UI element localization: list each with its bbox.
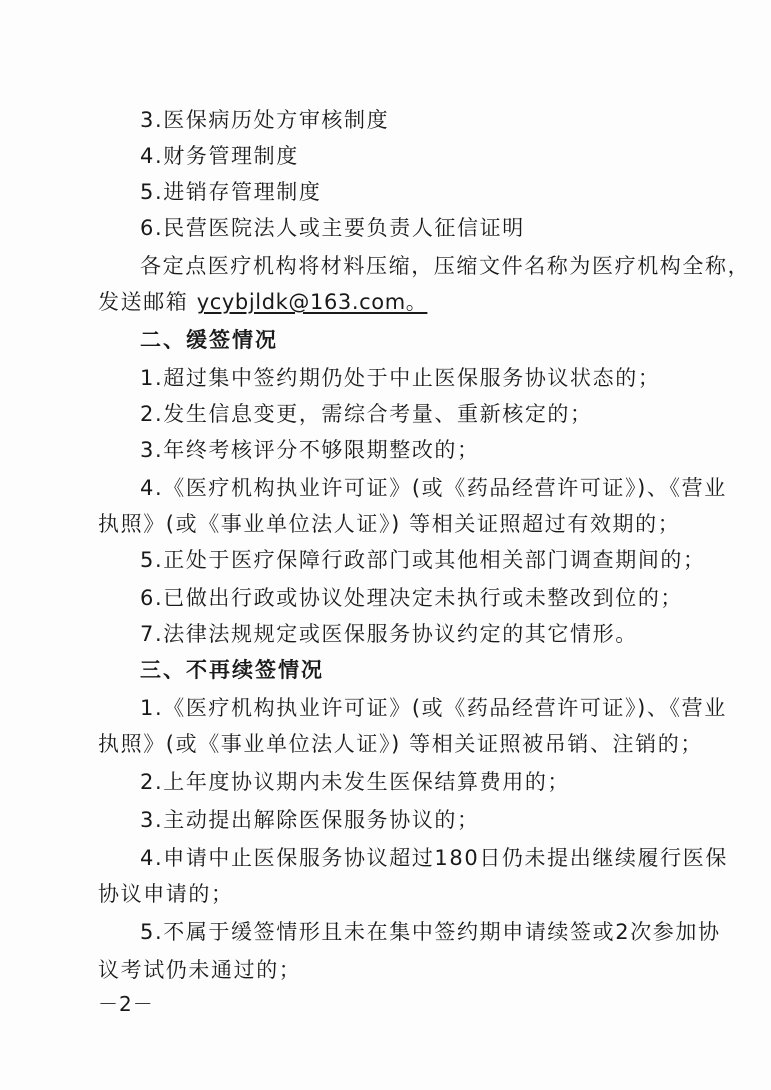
list-item: 6.民营医院法人或主要负责人征信证明 — [140, 216, 525, 240]
list-item: 7.法律法规规定或医保服务协议约定的其它情形。 — [140, 622, 638, 646]
list-item: 1.超过集中签约期仍处于中止医保服务协议状态的； — [140, 366, 661, 390]
section-heading: 二、缓签情况 — [140, 328, 278, 352]
list-item: 4.《医疗机构执业许可证》(或《药品经营许可证》)、《营业 — [140, 476, 727, 500]
list-item-continuation: 执照》(或《事业单位法人证》) 等相关证照被吊销、注销的； — [98, 732, 703, 756]
paragraph-text — [98, 288, 427, 316]
list-item: 3.年终考核评分不够限期整改的； — [140, 438, 480, 462]
list-item: 5.正处于医疗保障行政部门或其他相关部门调查期间的； — [140, 548, 706, 572]
list-item-continuation: 执照》(或《事业单位法人证》) 等相关证照超过有效期的； — [98, 512, 681, 536]
page-number: －2－ — [98, 992, 154, 1016]
list-item: 5.进销存管理制度 — [140, 180, 322, 204]
list-item: 3.医保病历处方审核制度 — [140, 108, 390, 132]
list-item: 4.申请中止医保服务协议超过180日仍未提出继续履行医保 — [140, 846, 728, 870]
list-item-continuation: 议考试仍未通过的； — [98, 958, 302, 982]
list-item: 1.《医疗机构执业许可证》(或《药品经营许可证》)、《营业 — [140, 696, 727, 720]
list-item: 3.主动提出解除医保服务协议的； — [140, 808, 480, 832]
paragraph-text: 各定点医疗机构将材料压缩，压缩文件名称为医疗机构全称， — [140, 254, 751, 278]
email-link[interactable]: ycybjldk@163.com。 — [196, 290, 428, 314]
list-item-continuation: 协议申请的； — [98, 882, 234, 906]
list-item: 2.上年度协议期内未发生医保结算费用的； — [140, 770, 571, 794]
list-item: 4.财务管理制度 — [140, 144, 299, 168]
list-item: 2.发生信息变更，需综合考量、重新核定的； — [140, 402, 593, 426]
email-prefix: 发送邮箱 — [98, 290, 197, 314]
list-item: 6.已做出行政或协议处理决定未执行或未整改到位的； — [140, 586, 684, 610]
section-heading: 三、不再续签情况 — [140, 658, 324, 682]
list-item: 5.不属于缓签情形且未在集中签约期申请续签或2次参加协 — [140, 920, 721, 944]
